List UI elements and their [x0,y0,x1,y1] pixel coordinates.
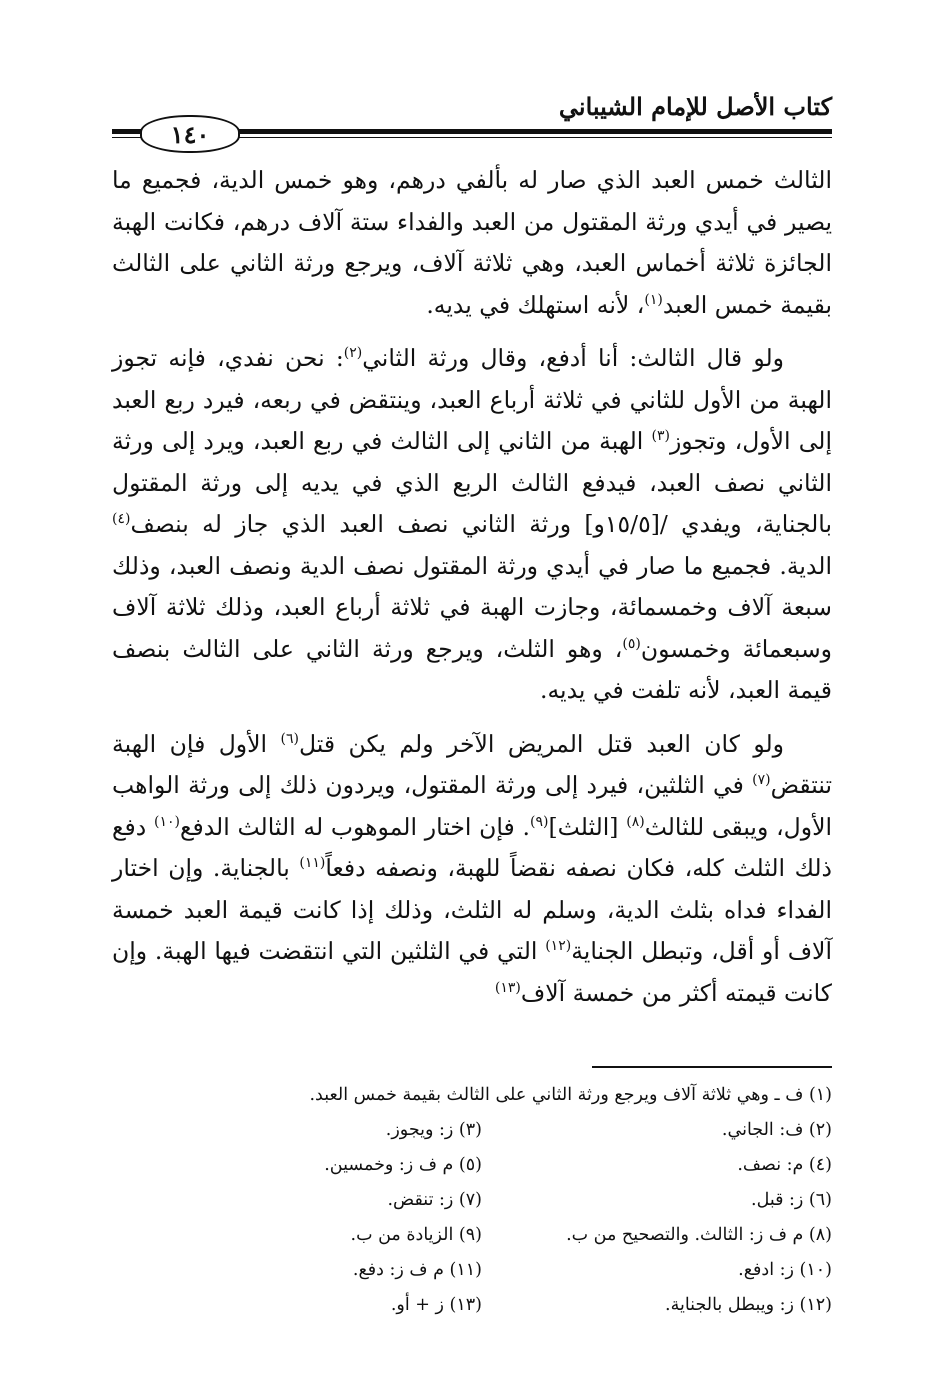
footnote-row [112,1183,832,1218]
footnote-ref: (٥) [622,635,641,652]
page-number: ١٤٠ [170,119,210,149]
text-run: التي في الثلثين التي انتقضت فيها الهبة. وإن كانت قيمته أكثر من خمسة آلاف [112,937,832,1007]
footnote-separator [592,1066,832,1068]
text-run: الدية. فجميع ما صار في أيدي ورثة المقتول نصف الدية ونصف العبد، وذلك سبعة آلاف وخمسمائة، وجازت الهبة في ثلاثة أرباع العبد، وذلك ثلاثة آلاف وسبعمائة وخمسون [112,551,832,663]
text-run: بالجناية. وإن اختار الفداء فداه بثلث الدية، وسلم له الثلث، وذلك إذا كانت قيمة العبد خمسة آلاف أو أقل، وتبطل الجناية [112,854,832,965]
footnote-ref: (١٣) [494,979,521,996]
text-run: ، وهو الثلث، ويرجع ورثة الثاني على الثالث بنصف قيمة العبد، لأنه تلفت في يديه. [112,634,832,704]
footnote-11: (١١) م ف ز: دفع. [352,1260,482,1280]
footnote-ref: (٧) [752,772,771,789]
footnote-4: (٤) م: نصف. [737,1155,832,1175]
running-title: كتاب الأصل للإمام الشيباني [558,92,832,121]
body-text [112,160,832,1026]
text-run: دفع ذلك الثلث كله، فكان نصفه نقضاً للهبة، ونصفه دفعاً [112,812,833,882]
footnote-ref: (٨) [626,813,645,830]
text-run: الهبة من الثاني إلى الثالث في ربع العبد، ويرد إلى ورثة الثاني نصف العبد، فيدفع الثالث الربع الذي في يديه إلى ورثة المقتول بالجناية، ويفدي /[١٥/٥و] ورثة الثاني نصف العبد الذي جاز له بنصف [112,427,832,538]
footnote-2: (٢) ف: الجاني. [721,1120,832,1140]
footnote-ref: (١٠) [153,813,180,830]
footnote-ref: (٤) [112,511,131,528]
footnote-ref: (٩) [530,813,549,830]
footnote-ref: (١) [644,291,663,308]
footnote-row [112,1288,832,1323]
footnote-9: (٩) الزيادة من ب. [350,1225,482,1245]
text-run: ولو قال الثالث: أنا أدفع، وقال ورثة الثاني [362,344,784,372]
footnote-ref: (١١) [299,855,326,872]
page-number-badge [140,115,240,153]
paragraph-1 [112,160,832,326]
footnote-ref: (١٢) [545,938,572,955]
footnote-13: (١٣) ز + أو. [390,1295,482,1315]
text-run: ، لأنه استهلك في يديه. [426,290,645,319]
text-run: ولو كان العبد قتل المريض الآخر ولم يكن قتل [299,729,784,758]
text-run: الأول فإن الهبة تنتقض [112,729,832,799]
footnote-12: (١٢) ز: ويبطل بالجناية. [665,1295,832,1315]
text-run: . فإن اختار الموهوب له الثالث الدفع [179,812,531,841]
text-run: في الثلثين، فيرد إلى ورثة المقتول، ويردون ذلك إلى ورثة الواهب الأول، ويبقى للثالث [112,771,833,841]
footnotes [112,1078,832,1323]
text-run: : نحن نفدي، فإنه تجوز الهبة من الأول للثاني في ثلاثة أرباع العبد، وينتقض في ربعه، فيرد ربع العبد إلى الأول، وتجوز [112,344,833,455]
text-run: الثالث خمس العبد الذي صار له بألفي درهم، وهو خمس الدية، فجميع ما يصير في أيدي ورثة المقتول من العبد والفداء ستة آلاف درهم، فكانت الهبة الجائزة ثلاثة أخماس العبد، وهي ثلاثة آلاف، ويرجع ورثة الثاني على الثالث بقيمة خمس العبد [112,166,832,319]
footnote-5: (٥) م ف ز: وخمسين. [324,1155,482,1175]
footnote-1: (١) ف ـ وهي ثلاثة آلاف ويرجع ورثة الثاني على الثالث بقيمة خمس العبد. [309,1085,832,1105]
footnote-6: (٦) ز: قبل. [751,1190,832,1210]
footnote-8: (٨) م ف ز: الثالث. والتصحيح من ب. [566,1225,832,1245]
footnote-ref: (٢) [343,345,363,362]
paragraph-2 [112,338,832,712]
paragraph-3 [112,724,832,1015]
text-run: [الثلث] [548,812,627,841]
footnote-row [112,1218,832,1253]
footnote-ref: (٣) [651,428,670,445]
footnote-3: (٣) ز: ويجوز. [385,1120,482,1140]
footnote-row [112,1148,832,1183]
footnote-10: (١٠) ز: ادفع. [738,1260,832,1280]
footnote-row [112,1253,832,1288]
footnote-row [112,1113,832,1148]
footnote-ref: (٦) [280,730,299,747]
footnote-7: (٧) ز: تنقض. [387,1190,482,1210]
